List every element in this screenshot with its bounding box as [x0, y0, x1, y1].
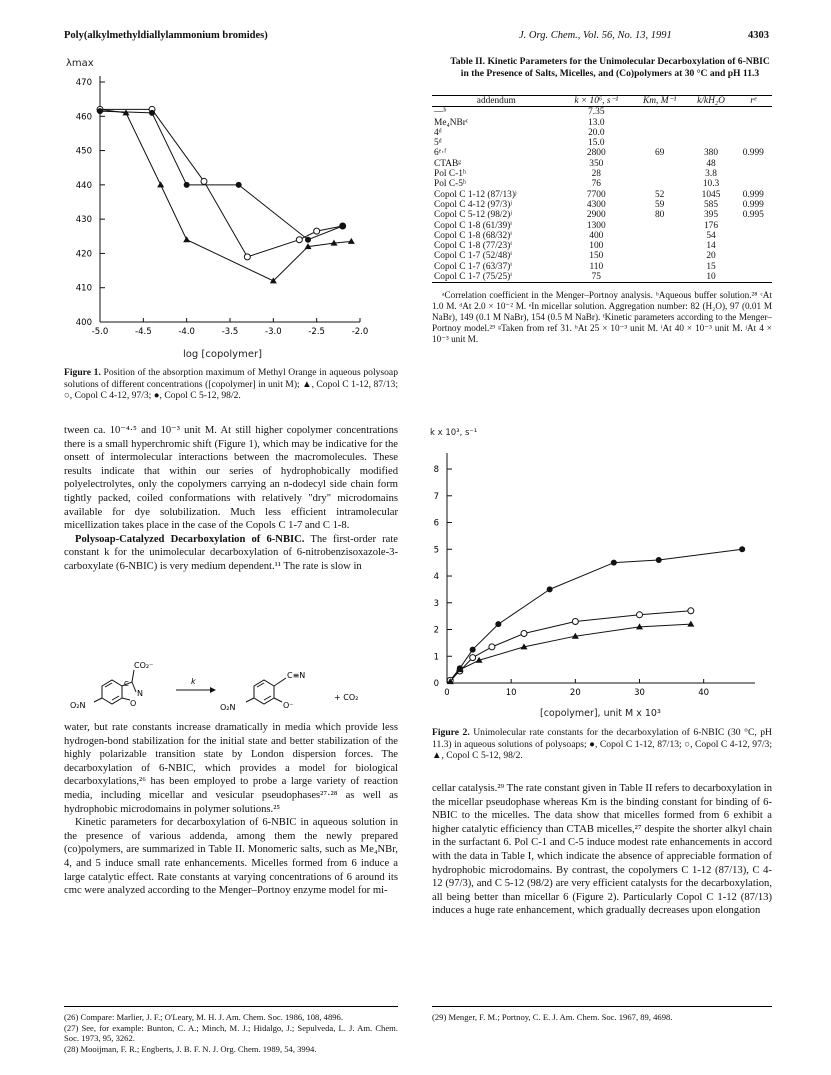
table-cell — [735, 262, 772, 272]
table-cell: 75 — [591, 272, 601, 283]
table-cell: 380 — [703, 148, 719, 159]
scheme-co2-minus: CO₂⁻ — [134, 661, 154, 670]
table-cell: 2900 — [586, 210, 606, 221]
footnote-rule — [64, 1006, 398, 1007]
table-cell — [687, 128, 734, 138]
table-cell: 13.0 — [588, 117, 605, 128]
table-cell: 2800 — [586, 148, 606, 159]
y-tick-label: 5 — [433, 545, 439, 556]
table-cell — [632, 169, 687, 179]
table-cell: 48 — [706, 158, 716, 169]
table-row — [432, 159, 772, 169]
table-cell — [632, 128, 687, 138]
table-cell: Copol C 1-8 (77/23)ⁱ — [434, 241, 512, 252]
table-cell — [735, 107, 772, 118]
table-cell: Copol C 1-7 (63/37)ⁱ — [434, 261, 512, 272]
table-cell — [735, 272, 772, 283]
table-cell: Copol C 5-12 (98/2)ʲ — [434, 210, 512, 221]
table-cell: 20 — [706, 251, 716, 262]
data-point — [521, 631, 527, 637]
table-cell — [735, 138, 772, 148]
figure2-caption-label: Figure 2. — [432, 727, 470, 738]
table-cell — [735, 159, 772, 169]
x-tick-label: -2.5 — [308, 327, 325, 337]
paragraph: The first-order rate constant k for the unimolecular decarboxylation of 6-nitrobenzisoxazole-3-carboxylate (6-NBIC) is very medium dependent.¹¹ The rate is slow in — [64, 533, 398, 572]
scheme-n-label: N — [137, 689, 143, 698]
table-row — [432, 231, 772, 241]
table-cell — [632, 138, 687, 148]
table-cell — [735, 128, 772, 138]
table-cell: 6ᵉ·ᶠ — [434, 148, 447, 159]
table-cell — [632, 159, 687, 169]
data-point — [611, 560, 617, 566]
paragraph: Kinetic parameters for decarboxylation of 6-NBIC in aqueous solution in the presence of various addenda, among them the newly prepared (co)polymers, are summarized in Table II. Monomeric salts, such as Me₄NBr, 4, and 5 induce small rate enhancements. Micelles formed from 6 induce a large catalytic effect. Rate constants at varying concentrations of 6 around its cmc were analyzed according to the Menger–Portnoy enzyme model for mi- — [64, 817, 398, 897]
table-cell: 7700 — [586, 189, 606, 200]
section-heading: Polysoap-Catalyzed Decarboxylation of 6-NBIC. — [75, 533, 305, 545]
y-tick-label: 420 — [75, 249, 92, 260]
series-line — [100, 109, 343, 256]
left-column-top — [64, 424, 398, 574]
table-cell: 7.35 — [588, 107, 605, 118]
x-tick-label: 0 — [444, 688, 450, 698]
table-cell — [687, 138, 734, 148]
table-cell — [735, 221, 772, 231]
scheme-rate-constant: k — [191, 677, 196, 686]
y-tick-label: 7 — [433, 491, 439, 502]
x-tick-label: 20 — [569, 688, 581, 698]
scheme-o2n-right: O₂N — [220, 703, 236, 712]
data-point — [314, 228, 320, 234]
scheme-o-minus: O⁻ — [283, 701, 294, 710]
data-point — [572, 618, 578, 624]
figure2-xlabel: [copolymer], unit M x 10³ — [540, 708, 661, 719]
table-cell: 20.0 — [588, 127, 605, 138]
series-curve — [450, 624, 691, 682]
table-cell — [632, 251, 687, 261]
scheme-o-label: O — [130, 699, 137, 708]
paragraph: tween ca. 10⁻⁴·⁵ and 10⁻³ unit M. At still higher copolymer concentrations there is a small hyperchromic shift (Figure 1), which may be indicative for the onsett of intermolecular interactions between the macromolecules. These results indicate that within our series of hydrophobically modified polyelectrolytes, only the copolymers carrying an n-dodecyl side chain form tightly packed, coiled conformations with relatively "dry" microdomains available for dye solubilization. Much less efficient intramolecular micellization takes place in the case of the Copols C 1-7 and C 1-8. — [64, 425, 398, 532]
data-point — [296, 237, 302, 243]
y-tick-label: 430 — [75, 215, 92, 226]
y-tick-label: 6 — [433, 518, 439, 529]
data-point — [97, 108, 103, 114]
table-cell — [687, 118, 734, 128]
table-cell: CTABᵍ — [434, 158, 462, 169]
table-row — [432, 190, 772, 200]
y-tick-label: 3 — [433, 598, 439, 609]
x-tick-label: 40 — [698, 688, 710, 698]
table-cell: 1300 — [586, 220, 606, 231]
table-cell: 76 — [591, 179, 601, 190]
table-cell: Copol C 1-7 (52/48)ⁱ — [434, 251, 512, 262]
page-number: 4303 — [748, 30, 769, 41]
table-cell — [687, 107, 734, 118]
table-cell: 5ᵈ — [434, 138, 442, 149]
y-tick-label: 460 — [75, 112, 92, 123]
table2-footnotes: ᵃCorrelation coefficient in the Menger–Portnoy analysis. ᵇAqueous buffer solution.²⁸ ᶜAt 1.0 M. ᵈAt 2.0 × 10⁻² M. ᵉIn micellar solution. Aggregation number: 82 (H₂O), 97 (0.01 M NaBr), 149 (0.1 M NaBr), 154 (0.5 M NaBr). ᶠKinetic parameters according to the Menger–Portnoy model.²⁹ ᵍTaken from ref 31. ʰAt 25 × 10⁻³ unit M. ⁱAt 40 × 10⁻³ unit M. ʲAt 4 × 10⁻³ unit M. — [432, 290, 772, 344]
table-cell: 28 — [591, 169, 601, 180]
table-cell — [632, 241, 687, 251]
data-point — [236, 182, 242, 188]
data-point — [688, 608, 694, 614]
running-header-left: Poly(alkylmethyldiallylammonium bromides) — [64, 30, 268, 41]
table-cell — [735, 231, 772, 241]
figure2-caption — [432, 727, 772, 762]
scheme-o2n-left: O₂N — [70, 701, 86, 710]
figure1-ylabel: λmax — [66, 58, 94, 69]
table-cell: 10.3 — [702, 179, 720, 190]
table2-header: addendum — [476, 96, 516, 106]
figure1-caption — [64, 367, 398, 402]
table-cell: 0.995 — [742, 210, 764, 221]
table-row — [432, 272, 772, 283]
table-row — [432, 138, 772, 148]
data-point — [687, 621, 694, 627]
table-cell: 100 — [589, 241, 604, 252]
x-tick-label: -3.0 — [265, 327, 282, 337]
footnote-rule — [432, 1006, 772, 1007]
table-cell — [632, 262, 687, 272]
data-point — [348, 238, 355, 244]
table-cell: 15.0 — [588, 138, 605, 149]
table-cell — [735, 118, 772, 128]
decarboxylation-scheme — [64, 656, 398, 718]
table2-title: Table II. Kinetic Parameters for the Unimolecular Decarboxylation of 6-NBIC in the Presence of Salts, Micelles, and (Co)polymers at 30 °C and pH 11.3 — [450, 56, 770, 79]
x-tick-label: 30 — [634, 688, 645, 698]
table-cell: Copol C 1-8 (61/39)ⁱ — [434, 220, 512, 231]
right-column-text — [432, 782, 772, 918]
table-cell: 110 — [589, 261, 604, 272]
table-cell: 585 — [703, 199, 719, 210]
table-row — [432, 262, 772, 272]
table-cell: Copol C 1-12 (87/13)ʲ — [434, 189, 517, 200]
figure1-caption-text: Position of the absorption maximum of Methyl Orange in aqueous polysoap solutions of different concentrations ([copolymer] in unit M); ▲, Copol C 1-12, 87/13; ○, Copol C 4-12, 97/3; ●, Copol C 5-12, 98/2. — [64, 367, 398, 402]
table-row — [432, 107, 772, 118]
table-cell: 14 — [706, 241, 716, 252]
table-cell: 52 — [654, 189, 665, 200]
table2 — [432, 95, 772, 283]
table-cell: Copol C 1-8 (68/32)ⁱ — [434, 230, 512, 241]
table-cell: 395 — [703, 210, 719, 221]
x-tick-label: 10 — [505, 688, 517, 698]
paragraph: cellar catalysis.²⁹ The rate constant given in Table II refers to decarboxylation in the micellar pseudophase whereas Km is the binding constant for binding of 6-NBIC to the micelles. The data show that micelles formed from 6 exhibit a higher catalytic efficiency than CTAB micelles,²⁷ despite the shorter alkyl chain in the surfactant 6. Pol C-1 and C-5 induce modest rate enhancements in accord with the data in Table I, which indicate the absence of appreciable formation of hydrophobic microdomains. By contrast, the copolymers C 1-12 (87/13), C 4-12 (97/3), and C 5-12 (98/2) are very efficient catalysts for the decarboxylation, all being better than micellar 6 (Figure 2). Particularly Copol C 1-12 (87/13) induces a huge rate enhancement, which gradually decreases upon elongation — [432, 783, 772, 917]
table-row — [432, 169, 772, 179]
data-point — [656, 557, 662, 563]
table-cell: 0.999 — [742, 189, 764, 200]
table-row — [432, 118, 772, 128]
series-line — [100, 111, 343, 240]
y-tick-label: 470 — [75, 78, 92, 88]
table-cell: 1045 — [701, 189, 721, 200]
left-footnotes — [64, 1012, 398, 1054]
table-cell — [735, 169, 772, 179]
table-cell: Pol C-1ʰ — [434, 169, 466, 180]
data-point — [739, 546, 745, 552]
table-cell: 3.8 — [705, 169, 717, 180]
figure1-chart — [60, 70, 390, 370]
table-cell: 80 — [654, 210, 665, 221]
data-point — [470, 647, 476, 653]
x-tick-label: -5.0 — [91, 327, 109, 337]
table-cell — [632, 107, 687, 118]
y-tick-label: 1 — [433, 652, 439, 663]
footnote: (28) Mooijman, F. R.; Engberts, J. B. F. N. J. Org. Chem. 1989, 54, 3994. — [64, 1043, 317, 1054]
series-curve — [450, 549, 742, 680]
table-cell: 176 — [703, 220, 719, 231]
y-tick-label: 2 — [433, 625, 439, 636]
table-cell — [632, 231, 687, 241]
footnote: (27) See, for example: Bunton, C. A.; Minch, M. J.; Hidalgo, J.; Sepulveda, L. J. Am. Chem. Soc. 1973, 95, 3262. — [64, 1022, 398, 1044]
data-point — [183, 236, 190, 242]
left-column-bottom — [64, 721, 398, 898]
table-cell — [735, 241, 772, 251]
series-line — [100, 109, 351, 280]
scheme-plus-co2: + CO₂ — [334, 693, 359, 702]
table-row — [432, 241, 772, 251]
table-cell: 400 — [589, 230, 604, 241]
data-point — [340, 223, 346, 229]
table-row — [432, 148, 772, 158]
table-row — [432, 210, 772, 220]
x-tick-label: -3.5 — [221, 327, 239, 337]
data-point — [157, 181, 164, 187]
paragraph: water, but rate constants increase dramatically in media which provide less hydrogen-bond stabilization for the initial state and better stabilization of the highly polarizable transition state by London dispersion forces. The decarboxylation of 6-NBIC, which provides a model for biological decarboxylations,²⁶ has been employed to probe a large variety of reaction media, including micellar and vesicular pseudophases²⁷·²⁸ as well as hydrophobic microdomains in polymer solutions.²⁵ — [64, 722, 398, 815]
data-point — [470, 655, 476, 661]
table-cell — [735, 179, 772, 189]
y-tick-label: 0 — [433, 679, 439, 689]
table2-header: Km, M⁻¹ — [643, 96, 677, 106]
data-point — [149, 110, 155, 116]
x-tick-label: -2.0 — [351, 327, 369, 337]
figure2-chart — [425, 445, 765, 705]
x-tick-label: -4.0 — [178, 327, 195, 337]
y-tick-label: 4 — [433, 572, 439, 583]
table2-header: rᵉ — [750, 96, 757, 106]
table-cell: 4ᵈ — [434, 127, 442, 138]
journal-citation: J. Org. Chem., Vol. 56, No. 13, 1991 — [519, 30, 672, 41]
table-row — [432, 251, 772, 261]
data-point — [547, 586, 553, 592]
data-point — [637, 612, 643, 618]
y-tick-label: 410 — [75, 283, 92, 294]
x-tick-label: -4.5 — [135, 327, 152, 337]
figure2-ylabel: k x 10³, s⁻¹ — [430, 428, 478, 438]
figure1-caption-label: Figure 1. — [64, 367, 101, 378]
table-row — [432, 179, 772, 189]
table-cell — [735, 251, 772, 261]
scheme-nitrile: C≡N — [287, 671, 306, 680]
table2-header: k/kH₂O — [697, 96, 725, 106]
series-curve — [450, 611, 691, 681]
data-point — [244, 254, 250, 260]
table-row — [432, 221, 772, 231]
data-point — [305, 237, 311, 243]
table-cell — [632, 272, 687, 283]
table-row — [432, 128, 772, 138]
table2-header: k × 10⁶, s⁻¹ — [574, 96, 619, 106]
table-cell: 350 — [589, 158, 604, 169]
y-tick-label: 8 — [433, 465, 439, 476]
right-footnote: (29) Menger, F. M.; Portnoy, C. E. J. Am. Chem. Soc. 1967, 89, 4698. — [432, 1012, 673, 1022]
table-cell: 15 — [706, 261, 716, 272]
table-cell — [632, 179, 687, 189]
table-cell: Pol C-5ʰ — [434, 179, 466, 190]
footnote: (26) Compare: Marlier, J. F.; O'Leary, M. H. J. Am. Chem. Soc. 1986, 108, 4896. — [64, 1012, 343, 1022]
table-cell: 69 — [654, 148, 665, 159]
table-cell: —ᵇ — [434, 107, 447, 118]
y-tick-label: 440 — [75, 180, 92, 191]
table-cell: Me₄NBrᶜ — [434, 117, 469, 128]
table-cell: 0.999 — [742, 148, 764, 159]
y-tick-label: 400 — [75, 318, 92, 328]
figure2-caption-text: Unimolecular rate constants for the decarboxylation of 6-NBIC (30 °C, pH 11.3) in aqueous solutions of polysoaps; ●, Copol C 1-12, 87/13; ○, Copol C 4-12, 97/3; ▲, Copol C 5-12, 98/2. — [432, 727, 772, 762]
table-cell — [632, 118, 687, 128]
data-point — [489, 644, 495, 650]
table-cell: Copol C 1-7 (75/25)ⁱ — [434, 272, 512, 283]
table-cell: 0.999 — [742, 199, 764, 210]
table-cell: 54 — [706, 230, 716, 241]
data-point — [184, 182, 190, 188]
scheme-c-label: C — [124, 680, 129, 688]
data-point — [201, 178, 207, 184]
figure1-xlabel: log [copolymer] — [183, 349, 263, 360]
table-cell: 10 — [706, 272, 716, 283]
y-tick-label: 450 — [75, 146, 92, 157]
data-point — [495, 621, 501, 627]
table-cell: Copol C 4-12 (97/3)ʲ — [434, 199, 512, 210]
table-cell: 150 — [589, 251, 604, 262]
table-cell: 59 — [654, 199, 665, 210]
table-cell — [632, 221, 687, 231]
table-row — [432, 200, 772, 210]
table-cell: 4300 — [586, 199, 606, 210]
